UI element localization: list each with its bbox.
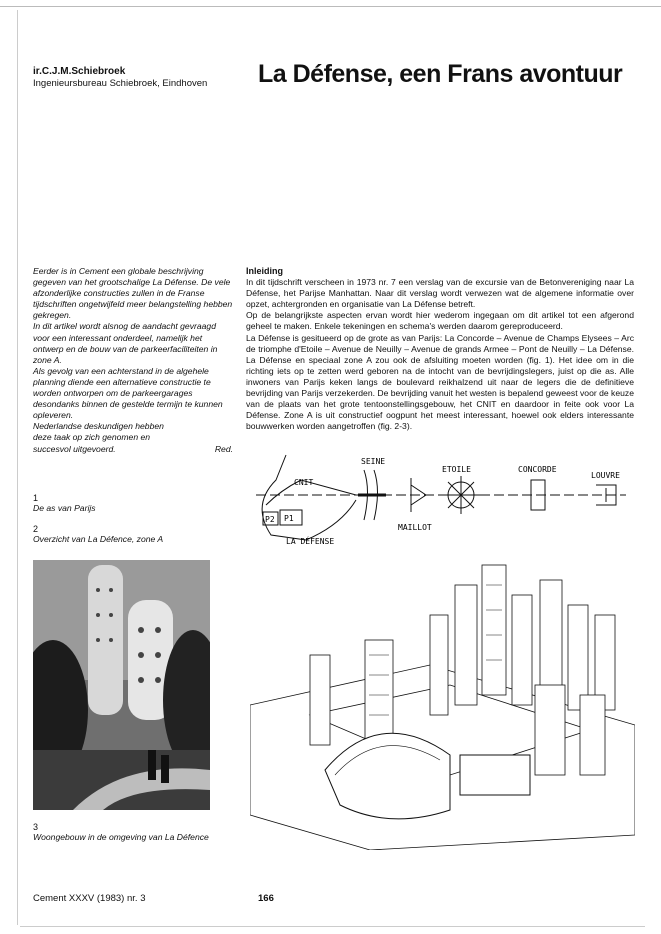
caption-2 [33,524,163,544]
label-p1: P1 [284,514,294,523]
author-affiliation: Ingenieursbureau Schiebroek, Eindhoven [33,78,208,89]
author-name: ir.C.J.M.Schiebroek [33,66,126,77]
caption-number: 2 [33,524,39,534]
body-paragraph: Op de belangrijkste aspecten ervan wordt hier wederom ingegaan om dit artikel tot een afgerond geheel te maken. Enkele tekeningen en schema's werden daarom gereproduceerd. [246,310,634,332]
left-rule [17,10,18,925]
podium-block [460,755,530,795]
label-concorde: CONCORDE [518,465,557,474]
intro-paragraph: Nederlandse deskundigen hebben deze taak op zich genomen en succesvol uitgevoerd. [33,421,164,454]
section-heading: Inleiding [246,266,283,276]
caption-1 [33,493,96,513]
caption-text: Overzicht van La Défence, zone A [33,534,164,544]
caption-text: Woongebouw in de omgeving van La Défence [33,832,209,842]
figure-2-zone-a-drawing [250,555,635,850]
photo-illustration [33,560,210,810]
body-paragraph: La Défense is gesitueerd op de grote as van Parijs: La Concorde – Avenue de Champs Elysees – Arc de triomphe d'Etoile – Avenue de Neuilly – Avenue de grands Armee – Pont de Neuilly – La Défense. La Défense en speciaal zone A zou ook de afsluiting moeten worden (fig. 1). Het idee om in die richting iets op te zetten werd geboren na de intocht van de bevrijdingslegers, juist op die as. Alle inwoners van Parijs keken langs de boulevard reikhalzend uit naar de legers die de definitieve bevrijding van Parijs verzekerden. De bevrijding vanuit het westen is bepalend geweest voor de keuze van de plaats van het grote tentoonstellingsgebouw, het CNIT en daardoor in feite ook voor La Défense. Zone A is uit constructief oogpunt het meest interessant, hoewel ook elders interessante bouwwerken worden aangetroffen (fig. 2-3). [246,332,634,432]
intro-text [33,266,233,455]
figure-3-photo [33,560,210,810]
figure-1-axis-diagram [246,450,636,555]
caption-number: 3 [33,822,39,832]
top-rule [0,6,661,7]
intro-paragraph: Eerder is in Cement een globale beschrijving gegeven van het grootschalige La Défense. De vele afzonderlijke constructies zullen in de Franse tijdschriften ongetwijfeld meer belangstelling hebben gekregen. [33,266,233,321]
label-maillot: MAILLOT [398,523,432,532]
journal-footer: Cement XXXV (1983) nr. 3 [33,893,146,904]
intro-paragraph: Als gevolg van een achterstand in de algehele planning diende een alternatieve constructie te worden ontworpen om de parkeergarages desondanks binnen de gestelde termijn te kunnen opleveren. [33,365,223,421]
label-cnit: CNIT [294,478,314,487]
page-number: 166 [258,893,274,904]
bottom-rule [20,926,645,927]
label-seine: SEINE [361,457,386,466]
defense-outline [262,455,356,540]
caption-number: 1 [33,493,39,503]
caption-text: De as van Parijs [33,503,96,513]
label-etoile: ETOILE [442,465,471,474]
intro-signature: Red. [214,443,233,454]
label-la-defense: LA DÉFENSE [286,537,335,546]
intro-paragraph: In dit artikel wordt alsnog de aandacht gevraagd voor een interessant onderdeel, namelijk het ontwerp en de bouw van de parkeerfaciliteiten in zone A. [33,321,218,365]
body-paragraph: In dit tijdschrift verscheen in 1973 nr. 7 een verslag van de excursie van de Betonvereniging naar La Défense, het Parijse Manhattan. Naar dit verslag wordt verwezen wat de algemene informatie over opzet, achtergronden en organisatie van La Défense betreft. [246,277,634,310]
caption-3 [33,822,213,842]
label-louvre: LOUVRE [591,471,620,480]
label-p2: P2 [265,515,275,524]
article-title: La Défense, een Frans avontuur [258,60,623,88]
body-text [246,266,634,432]
